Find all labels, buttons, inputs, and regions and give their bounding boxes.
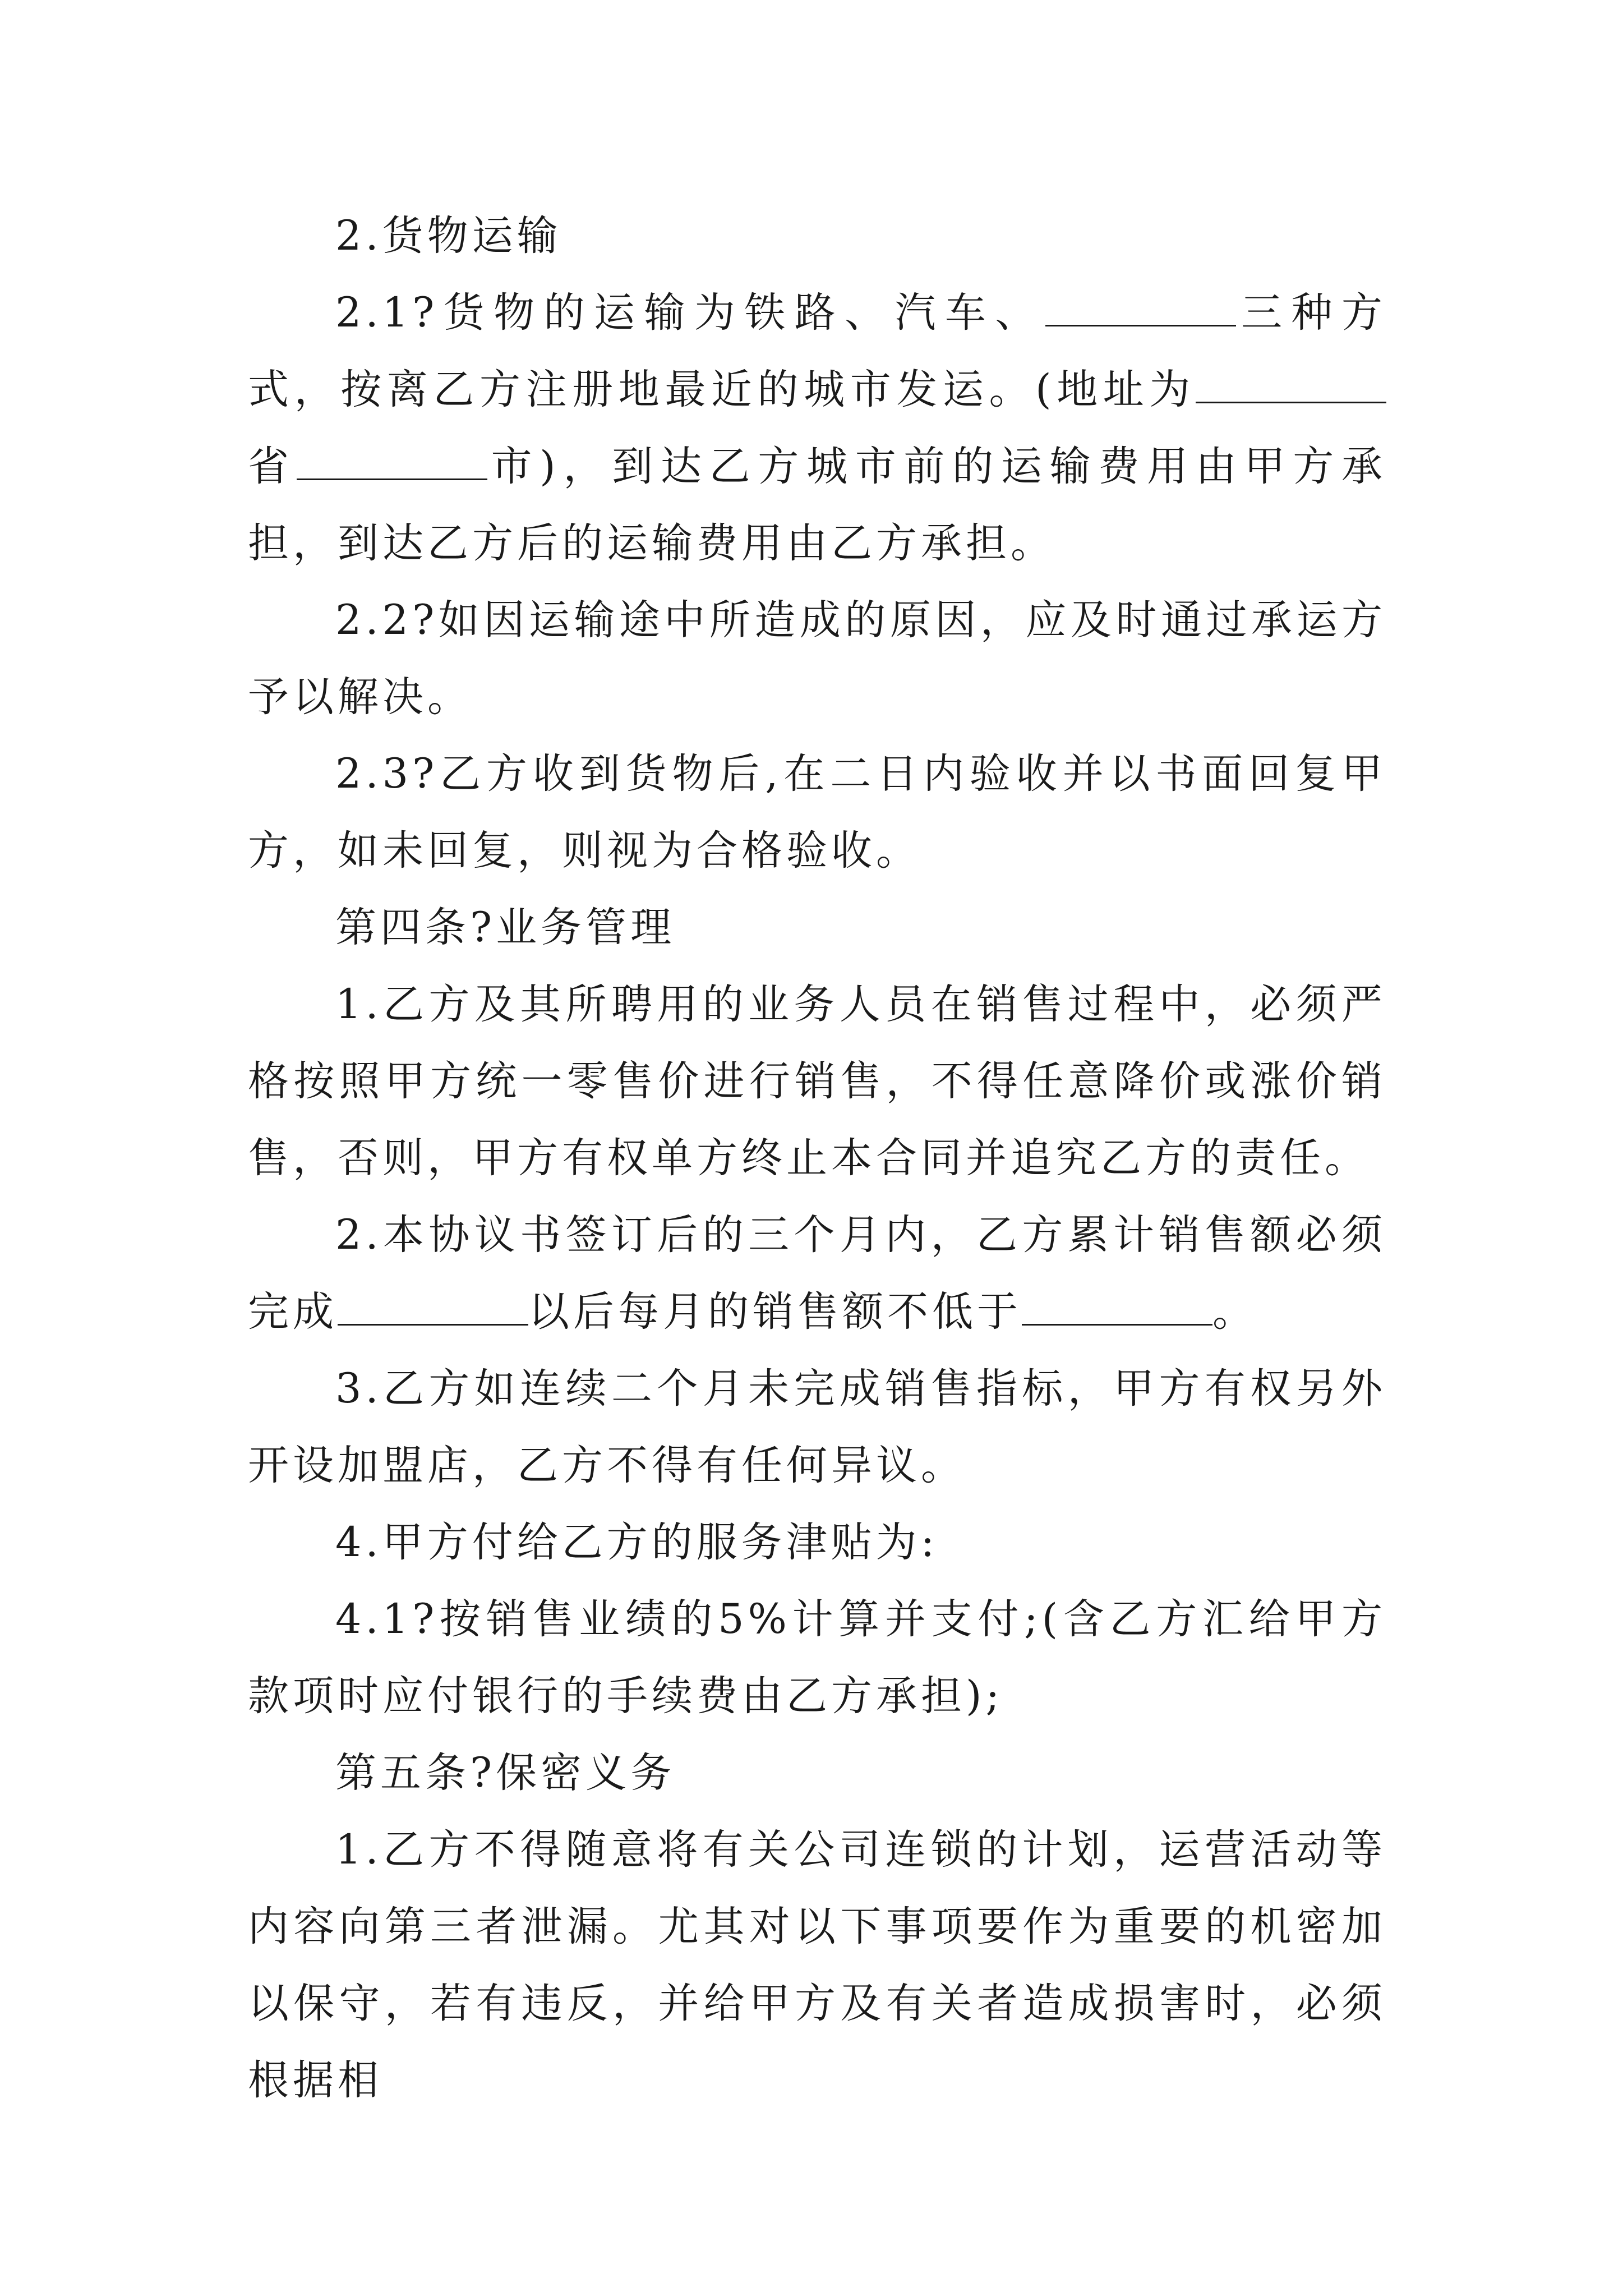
section-heading-goods-transport xyxy=(248,197,1386,274)
paragraph-text: 市)，到达乙方城市前的运输费用由甲方承担，到达乙方后的运输费用由乙方承担。 xyxy=(248,443,1387,567)
paragraph-text: 4.甲方付给乙方的服务津贴为: xyxy=(335,1519,939,1566)
paragraph-text: 2.2?如因运输途中所造成的原因，应及时通过承运方予以解决。 xyxy=(248,596,1386,721)
paragraph-text: 2.1?货物的运输为铁路、汽车、 xyxy=(335,289,1045,337)
paragraph-text: 1.乙方不得随意将有关公司连锁的计划，运营活动等内容向第三者泄漏。尤其对以下事项要作为重要的机密加以保守，若有违反，并给甲方及有关者造成损害时，必须根据相 xyxy=(248,1826,1386,2104)
article-4-clause-2 xyxy=(248,1197,1386,1350)
paragraph-text: 2.货物运输 xyxy=(335,212,562,260)
article-5-clause-1 xyxy=(248,1811,1386,2119)
fill-blank xyxy=(297,445,487,480)
paragraph-text: 1.乙方及其所聘用的业务人员在销售过程中，必须严格按照甲方统一零售价进行销售，不得任意降价或涨价销售，否则，甲方有权单方终止本合同并追究乙方的责任。 xyxy=(248,981,1386,1182)
paragraph-text: 2.3?乙方收到货物后,在二日内验收并以书面回复甲方，如未回复，则视为合格验收。 xyxy=(248,750,1386,875)
fill-blank xyxy=(1196,368,1386,403)
document-body xyxy=(248,197,1386,2119)
clause-2-3 xyxy=(248,735,1386,889)
article-4-clause-4-1 xyxy=(248,1581,1386,1734)
paragraph-text: 省 xyxy=(248,443,297,490)
fill-blank xyxy=(1022,1290,1212,1326)
fill-blank xyxy=(1045,291,1236,326)
article-4-clause-1 xyxy=(248,966,1386,1197)
paragraph-text: 4.1?按销售业绩的5%计算并支付;(含乙方汇给甲方款项时应付银行的手续费由乙方承担); xyxy=(248,1595,1386,1720)
clause-2-2 xyxy=(248,582,1386,735)
fill-blank xyxy=(338,1290,528,1326)
paragraph-text: 以后每月的销售额不低于 xyxy=(528,1288,1022,1336)
paragraph-text: 3.乙方如连续二个月未完成销售指标，甲方有权另外开设加盟店，乙方不得有任何异议。 xyxy=(248,1365,1386,1489)
article-4-clause-4 xyxy=(248,1504,1386,1581)
paragraph-text: 第五条?保密义务 xyxy=(335,1749,676,1797)
paragraph-text: 三种方式，按离乙方注册地最近的城市发运。(地址为 xyxy=(248,289,1387,413)
paragraph-text: 第四条?业务管理 xyxy=(335,904,676,951)
article-4-heading xyxy=(248,889,1386,966)
paragraph-text: 。 xyxy=(1212,1288,1257,1336)
article-4-clause-3 xyxy=(248,1350,1386,1504)
paragraph-text: 2.本协议书签订后的三个月内，乙方累计销售额必须完成 xyxy=(248,1211,1386,1336)
clause-2-1 xyxy=(248,274,1386,582)
article-5-heading xyxy=(248,1734,1386,1811)
